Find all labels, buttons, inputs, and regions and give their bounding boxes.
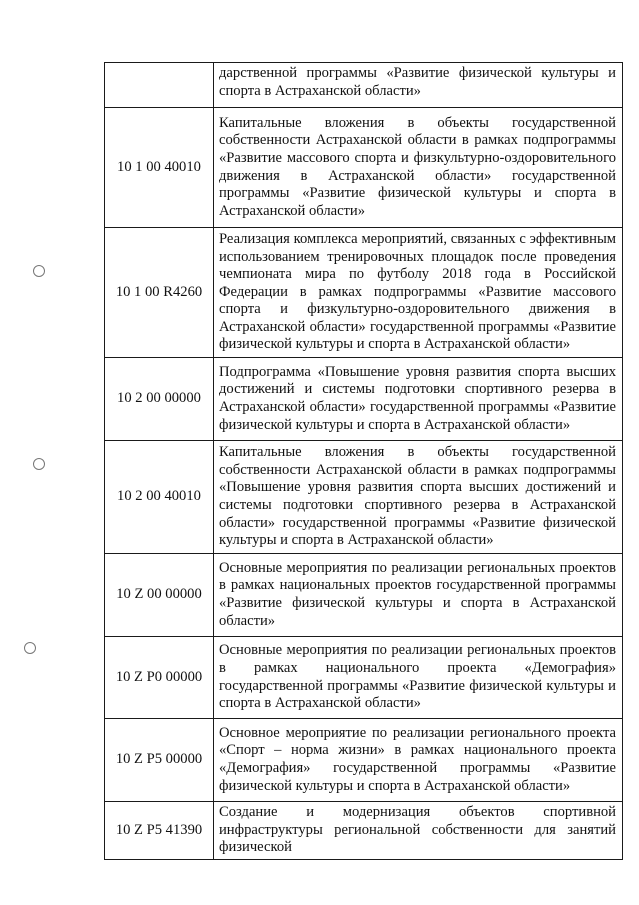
code-cell: 10 1 00 R4260 [105, 228, 214, 358]
punch-hole-mark [24, 642, 36, 654]
table-row [105, 358, 623, 441]
code-cell [105, 63, 214, 108]
description-cell: Основные мероприятия по реализации региональных проектов в рамках национального проекта «Демография» государственной программы «Развитие физической культуры и спорта в Астраханской области» [214, 637, 623, 719]
table-row [105, 802, 623, 860]
punch-hole-mark [33, 265, 45, 277]
code-cell: 10 1 00 40010 [105, 108, 214, 228]
table-row [105, 228, 623, 358]
description-cell: Капитальные вложения в объекты государственной собственности Астраханской области в рамках подпрограммы «Развитие массового спорта и физкультурно-оздоровительного движения в Астраханской области» государственной программы «Развитие физической культуры и спорта в Астраханской области» [214, 108, 623, 228]
code-cell: 10 Z 00 00000 [105, 554, 214, 637]
table-row [105, 108, 623, 228]
code-cell: 10 2 00 40010 [105, 441, 214, 554]
code-cell: 10 2 00 00000 [105, 358, 214, 441]
table-row [105, 441, 623, 554]
code-cell: 10 Z P0 00000 [105, 637, 214, 719]
table-row [105, 63, 623, 108]
description-cell: Основные мероприятия по реализации региональных проектов в рамках национальных проектов государственной программы «Развитие физической культуры и спорта в Астраханской области» [214, 554, 623, 637]
description-cell: Основное мероприятие по реализации регионального проекта «Спорт – норма жизни» в рамках национального проекта «Демография» государственной программы «Развитие физической культуры и спорта в Астраханской области» [214, 719, 623, 802]
description-cell: Капитальные вложения в объекты государственной собственности Астраханской области в рамках подпрограммы «Повышение уровня развития спорта высших достижений и системы подготовки спортивного резерва в Астраханской области» государственной программы «Развитие физической культуры и спорта в Астраханской области» [214, 441, 623, 554]
table-row [105, 637, 623, 719]
description-cell: дарственной программы «Развитие физической культуры и спорта в Астраханской области» [214, 63, 623, 108]
punch-hole-mark [33, 458, 45, 470]
budget-classification-table [104, 62, 623, 860]
table-row [105, 554, 623, 637]
code-cell: 10 Z P5 41390 [105, 802, 214, 860]
code-cell: 10 Z P5 00000 [105, 719, 214, 802]
description-cell: Реализация комплекса мероприятий, связанных с эффективным использованием тренировочных площадок после проведения чемпионата мира по футболу 2018 года в Российской Федерации в рамках подпрограммы «Развитие массового спорта и физкультурно-оздоровительного движения в Астраханской области» государственной программы «Развитие физической культуры и спорта в Астраханской области» [214, 228, 623, 358]
description-cell: Подпрограмма «Повышение уровня развития спорта высших достижений и системы подготовки спортивного резерва в Астраханской области» государственной программы «Развитие физической культуры и спорта в Астраханской области» [214, 358, 623, 441]
description-cell: Создание и модернизация объектов спортивной инфраструктуры региональной собственности для занятий физической [214, 802, 623, 860]
table-row [105, 719, 623, 802]
